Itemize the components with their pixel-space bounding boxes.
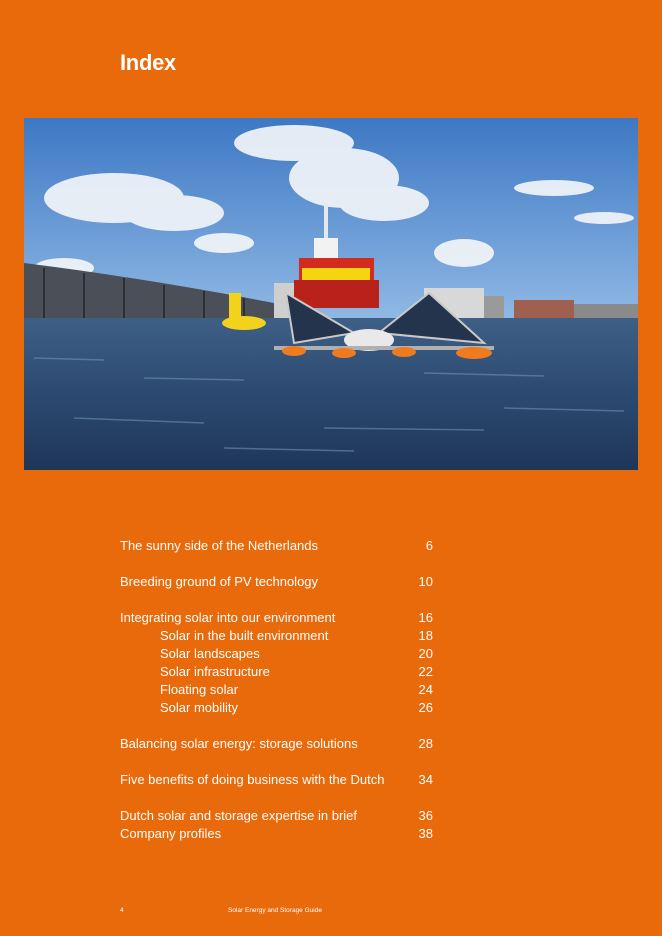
boat-on-water-image <box>24 118 638 470</box>
toc-entry-page: 6 <box>425 538 433 553</box>
toc-entry[interactable] <box>120 807 433 825</box>
toc-entry-page: 22 <box>418 664 433 679</box>
toc-entry-label: Floating solar <box>160 682 239 697</box>
toc-entry-label: Balancing solar energy: storage solutions <box>120 736 358 751</box>
toc-subentry[interactable] <box>120 699 433 717</box>
toc-entry[interactable] <box>120 825 433 843</box>
toc-entry-page: 38 <box>418 826 433 841</box>
toc-spacer <box>120 753 433 771</box>
footer <box>0 906 662 916</box>
toc-entry-label: Breeding ground of PV technology <box>120 574 319 589</box>
toc-spacer <box>120 789 433 807</box>
toc-subentry[interactable] <box>120 645 433 663</box>
toc-entry-page: 36 <box>418 808 433 823</box>
toc-entry[interactable] <box>120 771 433 789</box>
toc-entry-label: Integrating solar into our environment <box>120 610 336 625</box>
toc-entry-label: The sunny side of the Netherlands <box>120 538 319 553</box>
toc-entry-page: 24 <box>418 682 433 697</box>
toc-entry[interactable] <box>120 735 433 753</box>
boat-photo <box>24 118 638 470</box>
footer-guide-title: Solar Energy and Storage Guide <box>228 907 322 914</box>
toc-entry-page: 26 <box>418 700 433 715</box>
toc-entry-label: Solar infrastructure <box>160 664 270 679</box>
toc-entry-label: Company profiles <box>120 826 222 841</box>
footer-page-number: 4 <box>120 907 124 914</box>
toc-subentry[interactable] <box>120 663 433 681</box>
toc-entry[interactable] <box>120 573 433 591</box>
toc-entry-page: 18 <box>418 628 433 643</box>
toc-subentry[interactable] <box>120 627 433 645</box>
toc-entry-page: 20 <box>418 646 433 661</box>
toc-subentry[interactable] <box>120 681 433 699</box>
toc-entry-page: 28 <box>418 736 433 751</box>
table-of-contents <box>120 537 433 843</box>
toc-spacer <box>120 591 433 609</box>
toc-entry-page: 34 <box>418 772 433 787</box>
toc-entry-label: Solar landscapes <box>160 646 260 661</box>
toc-spacer <box>120 717 433 735</box>
toc-entry-label: Solar mobility <box>160 700 239 715</box>
toc-entry[interactable] <box>120 609 433 627</box>
toc-entry[interactable] <box>120 537 433 555</box>
toc-entry-label: Five benefits of doing business with the Dutch <box>120 772 385 787</box>
toc-entry-page: 16 <box>418 610 433 625</box>
page-title: Index <box>120 50 176 75</box>
toc-entry-label: Solar in the built environment <box>160 628 329 643</box>
toc-spacer <box>120 555 433 573</box>
toc-entry-label: Dutch solar and storage expertise in brief <box>120 808 358 823</box>
toc-entry-page: 10 <box>418 574 433 589</box>
